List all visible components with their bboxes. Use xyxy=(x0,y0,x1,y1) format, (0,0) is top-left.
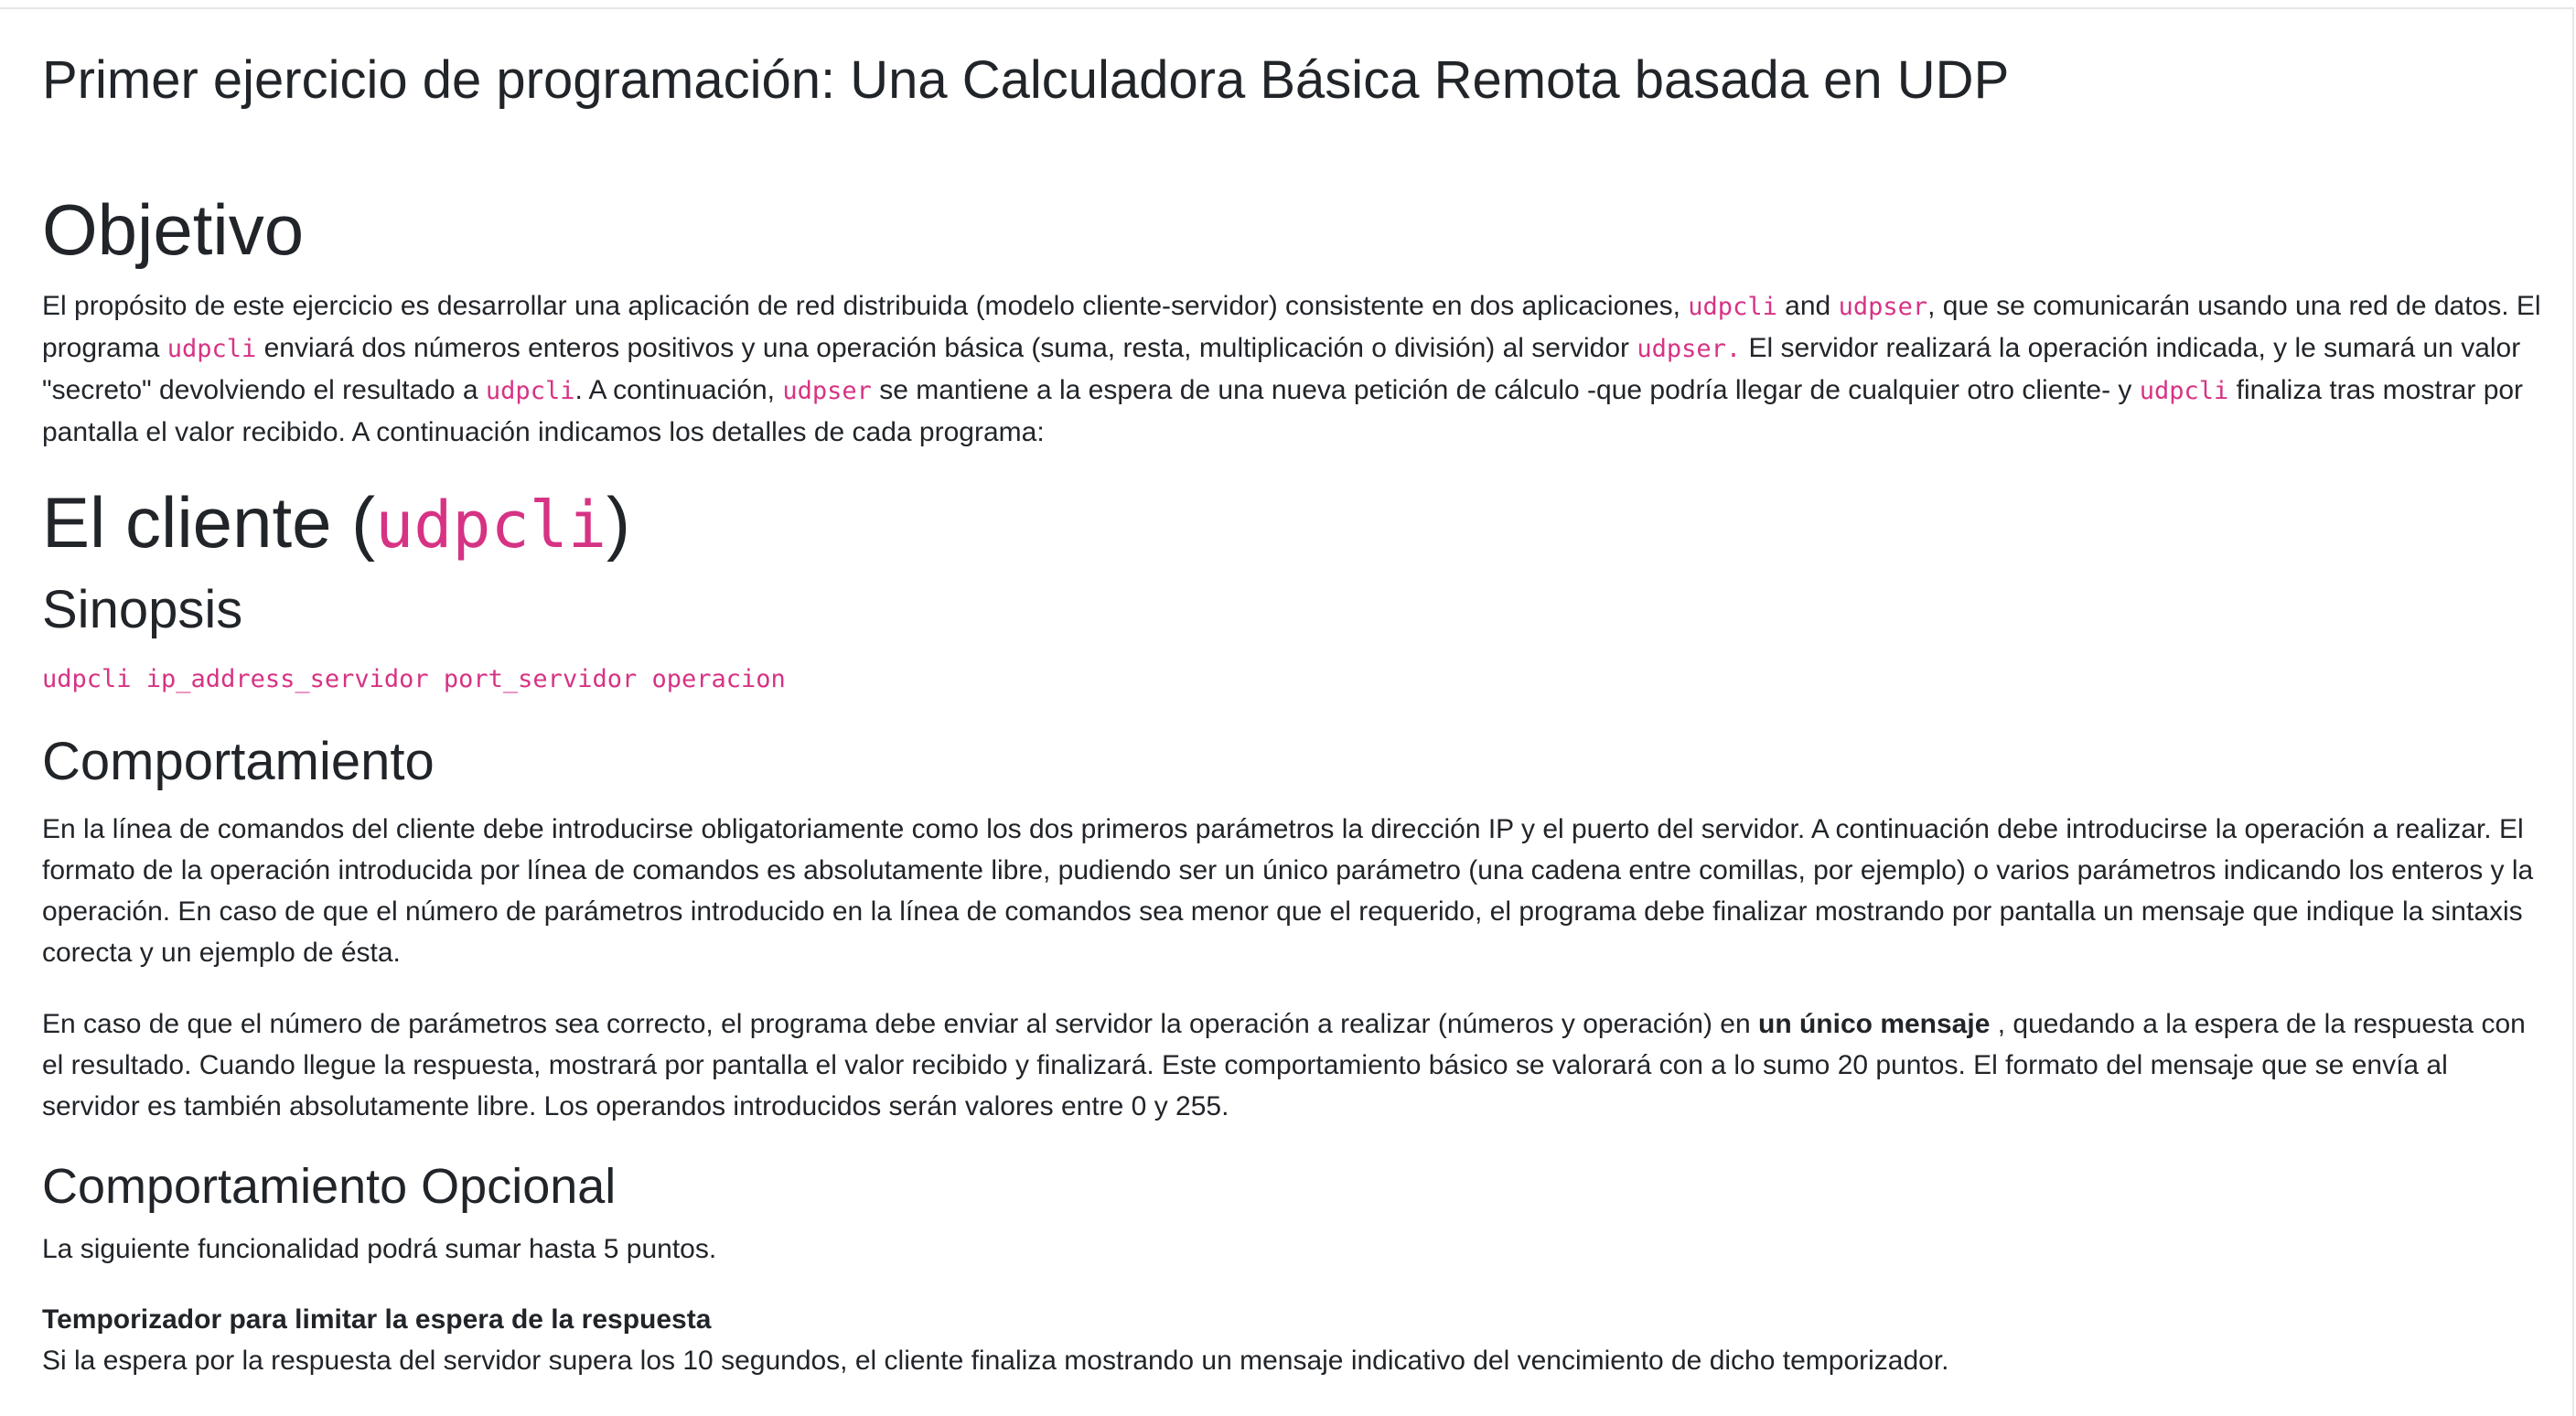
comportamiento-opcional-heading: Comportamiento Opcional xyxy=(42,1159,617,1214)
comportamiento-paragraph-2 xyxy=(42,1003,2549,1127)
inline-code-udpser: udpser. xyxy=(1637,335,1742,363)
cliente-heading-suffix: ) xyxy=(606,482,630,563)
cliente-heading xyxy=(42,480,630,567)
objetivo-text-5: El servidor realizará la operación indicada, y le sumará un valor "secreto" devolviendo el resultado a xyxy=(42,333,2521,405)
page-title: Primer ejercicio de programación: Una Calculadora Básica Remota basada en UDP xyxy=(42,50,2010,110)
sinopsis-command-code: udpcli ip_address_servidor port_servidor operacion xyxy=(42,665,786,693)
objetivo-heading: Objetivo xyxy=(42,189,305,270)
timer-title: Temporizador para limitar la espera de la respuesta xyxy=(42,1304,712,1335)
comportamiento-text-a: En caso de que el número de parámetros sea correcto, el programa debe enviar al servidor la operación a realizar (números y operación) en xyxy=(42,1009,1758,1039)
inline-code-udpcli: udpcli xyxy=(166,335,257,363)
comportamiento-heading: Comportamiento xyxy=(42,732,435,791)
sinopsis-command xyxy=(42,659,2549,700)
timer-paragraph: Si la espera por la respuesta del servidor supera los 10 segundos, el cliente finaliza mostrando un mensaje indicativo del vencimiento de dicho temporizador. xyxy=(42,1346,1949,1376)
objetivo-text-4: enviará dos números enteros positivos y una operación básica (suma, resta, multiplicación o división) al servidor xyxy=(256,333,1637,363)
objetivo-text-8: finaliza tras mostrar por pantalla el valor recibido. A continuación indicamos los detalles de cada programa: xyxy=(42,375,2524,447)
objetivo-paragraph xyxy=(42,285,2549,453)
inline-code-udpcli: udpcli xyxy=(485,377,575,405)
inline-code-udpser: udpser xyxy=(782,377,872,405)
cliente-heading-prefix: El cliente ( xyxy=(42,482,376,563)
sinopsis-heading: Sinopsis xyxy=(42,580,243,639)
inline-code-udpcli: udpcli xyxy=(1688,293,1777,321)
opcional-paragraph: La siguiente funcionalidad podrá sumar hasta 5 puntos. xyxy=(42,1234,717,1264)
comportamiento-paragraph-1: En la línea de comandos del cliente debe introducirse obligatoriamente como los dos primeros parámetros la dirección IP y el puerto del servidor. A continuación debe introducirse la operación a realizar. El formato de la operación introducida por línea de comandos es absolutamente libre, pudiendo ser un único parámetro (una cadena entre comillas, por ejemplo) o varios parámetros indicando los enteros y la operación. En caso de que el número de parámetros introducido en la línea de comandos sea menor que el requerido, el programa debe finalizar mostrando por pantalla un mensaje que indique la sintaxis corecta y un ejemplo de ésta. xyxy=(42,814,2534,968)
objetivo-text-2: and xyxy=(1776,291,1839,321)
comportamiento-text-b: , quedando a la espera de la respuesta con el resultado. Cuando llegue la respuesta, mostrará por pantalla el valor recibido y finalizará. Este comportamiento básico se valorará con a lo sumo 20 puntos. El formato del mensaje que se envía al servidor es también absolutamente libre. Los operandos introducidos serán valores entre 0 y 255. xyxy=(42,1009,2526,1121)
inline-code-udpser: udpser xyxy=(1838,293,1928,321)
objetivo-text-7: se mantiene a la espera de una nueva petición de cálculo -que podría llegar de cualquier otro cliente- y xyxy=(871,375,2140,405)
inline-code-udpcli: udpcli xyxy=(2139,377,2229,405)
objetivo-text-6: . A continuación, xyxy=(574,375,783,405)
objetivo-text-3: , que se comunicarán usando una red de datos. El programa xyxy=(42,291,2541,363)
objetivo-text-1: El propósito de este ejercicio es desarrollar una aplicación de red distribuida (modelo cliente-servidor) consistente en dos aplicaciones, xyxy=(42,291,1689,321)
comportamiento-bold: un único mensaje xyxy=(1758,1009,1991,1039)
cliente-heading-code: udpcli xyxy=(375,488,607,563)
